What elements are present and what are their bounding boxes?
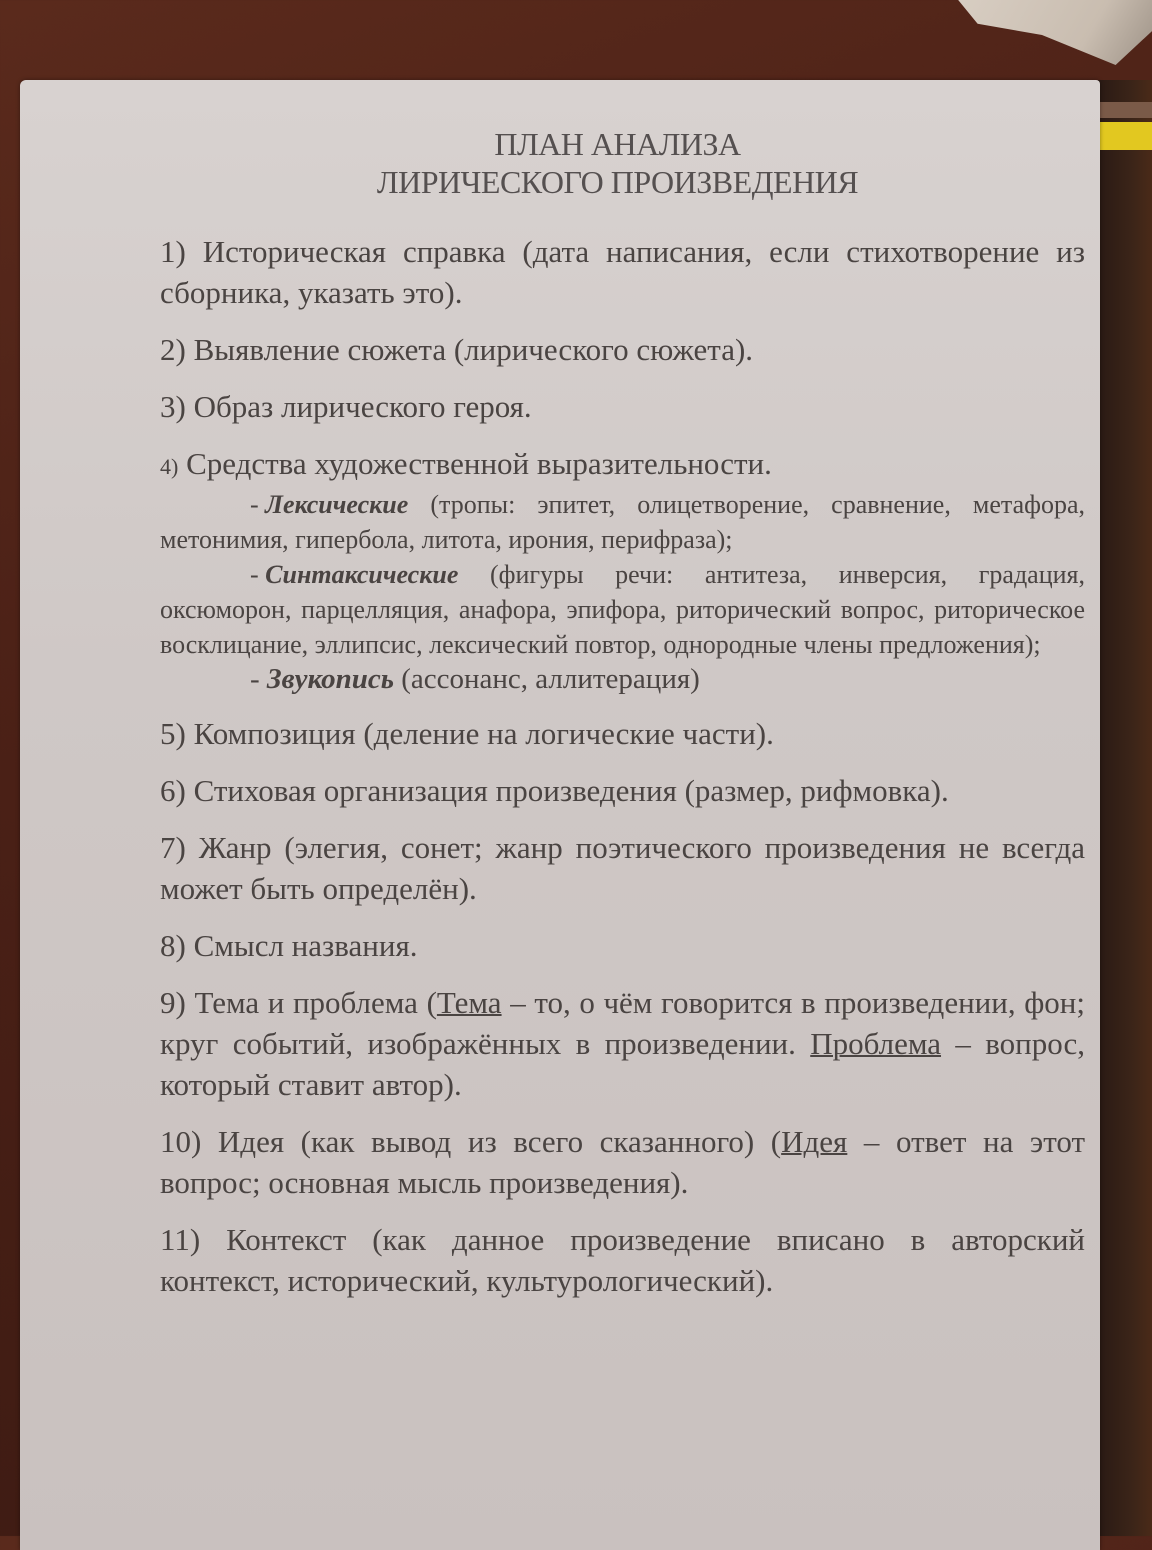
- item-number: 9): [160, 985, 186, 1020]
- plan-item-5: [160, 713, 1085, 754]
- document-title: [150, 125, 1085, 201]
- document-body: [160, 125, 1085, 1301]
- subitem-dash: -: [250, 560, 259, 589]
- title-line-2: ЛИРИЧЕСКОГО ПРОИЗВЕДЕНИЯ: [376, 164, 859, 200]
- subitem-syntactic: [160, 557, 1085, 662]
- item-text: Стиховая организация произведения (размер, рифмовка).: [193, 773, 949, 808]
- background-folder-edge: [1098, 80, 1152, 1536]
- underlined-term-theme: Тема: [436, 985, 502, 1020]
- underlined-term-idea: Идея: [781, 1124, 848, 1159]
- item-number: 2): [160, 332, 186, 367]
- item-text: Смысл названия.: [193, 928, 418, 963]
- subitem-lexical: [160, 487, 1085, 557]
- subitem-dash: -: [250, 663, 260, 695]
- item-text: Идея (как вывод из всего сказанного) (: [217, 1124, 782, 1159]
- plan-item-9: [160, 982, 1085, 1105]
- subitem-dash: -: [250, 490, 259, 519]
- item-text: Тема и проблема (: [194, 985, 437, 1020]
- plan-item-11: [160, 1219, 1085, 1301]
- plan-item-10: [160, 1121, 1085, 1203]
- plan-item-8: [160, 925, 1085, 966]
- subitem-term: Лексические: [265, 490, 409, 519]
- item-number: 5): [160, 716, 186, 751]
- plan-item-7: [160, 827, 1085, 909]
- plan-item-2: [160, 329, 1085, 370]
- item-text: – вопрос, который ставит автор).: [160, 1026, 1086, 1102]
- item-text: – ответ на этот вопрос; основная мысль произведения).: [160, 1124, 1086, 1200]
- item-text: Контекст (как данное произведение вписано в авторский контекст, исторический, культурологический).: [160, 1222, 1086, 1298]
- item-number: 1): [160, 234, 186, 269]
- item-number: 10): [160, 1124, 202, 1159]
- subitem-term: Звукопись: [266, 663, 394, 695]
- subitem-text: (фигуры речи: антитеза, инверсия, градация, оксюморон, парцелляция, анафора, эпифора, риторический вопрос, риторическое восклицание, эллипсис, лексический повтор, однородные члены предложения);: [160, 560, 1085, 659]
- subitem-sound: [160, 662, 1085, 697]
- item-text: Жанр (элегия, сонет; жанр поэтического произведения не всегда может быть определён).: [160, 830, 1086, 906]
- item-number: 8): [160, 928, 186, 963]
- subitem-text: (тропы: эпитет, олицетворение, сравнение, метафора, метонимия, гипербола, литота, ирония, перифраза);: [160, 490, 1086, 554]
- plan-item-4: [160, 443, 1085, 487]
- plan-item-3: [160, 386, 1085, 427]
- item-text: Историческая справка (дата написания, если стихотворение из сборника, указать это).: [160, 234, 1085, 310]
- background-paper-scrap: [950, 0, 1152, 65]
- item-text: Средства художественной выразительности.: [186, 446, 772, 481]
- background-folder-band: [1100, 102, 1152, 118]
- item-number: 11): [160, 1222, 201, 1257]
- underlined-term-problem: Проблема: [810, 1026, 942, 1061]
- subitem-term: Синтаксические: [265, 560, 459, 589]
- plan-item-6: [160, 770, 1085, 811]
- item-text: – то, о чём говорится в произведении, фон; круг событий, изображённых в произведении.: [160, 985, 1086, 1061]
- title-line-1: ПЛАН АНАЛИЗА: [494, 126, 741, 162]
- item-number: 6): [160, 773, 186, 808]
- background-yellow-stripe: [1100, 122, 1152, 150]
- item-number: 3): [160, 389, 186, 424]
- item-text: Выявление сюжета (лирического сюжета).: [193, 332, 754, 367]
- item-number: 7): [160, 830, 186, 865]
- item-number: 4): [160, 454, 179, 479]
- subitem-text: (ассонанс, аллитерация): [401, 663, 700, 695]
- item-text: Композиция (деление на логические части).: [193, 716, 774, 751]
- item-text: Образ лирического героя.: [193, 389, 532, 424]
- plan-item-1: [160, 231, 1085, 313]
